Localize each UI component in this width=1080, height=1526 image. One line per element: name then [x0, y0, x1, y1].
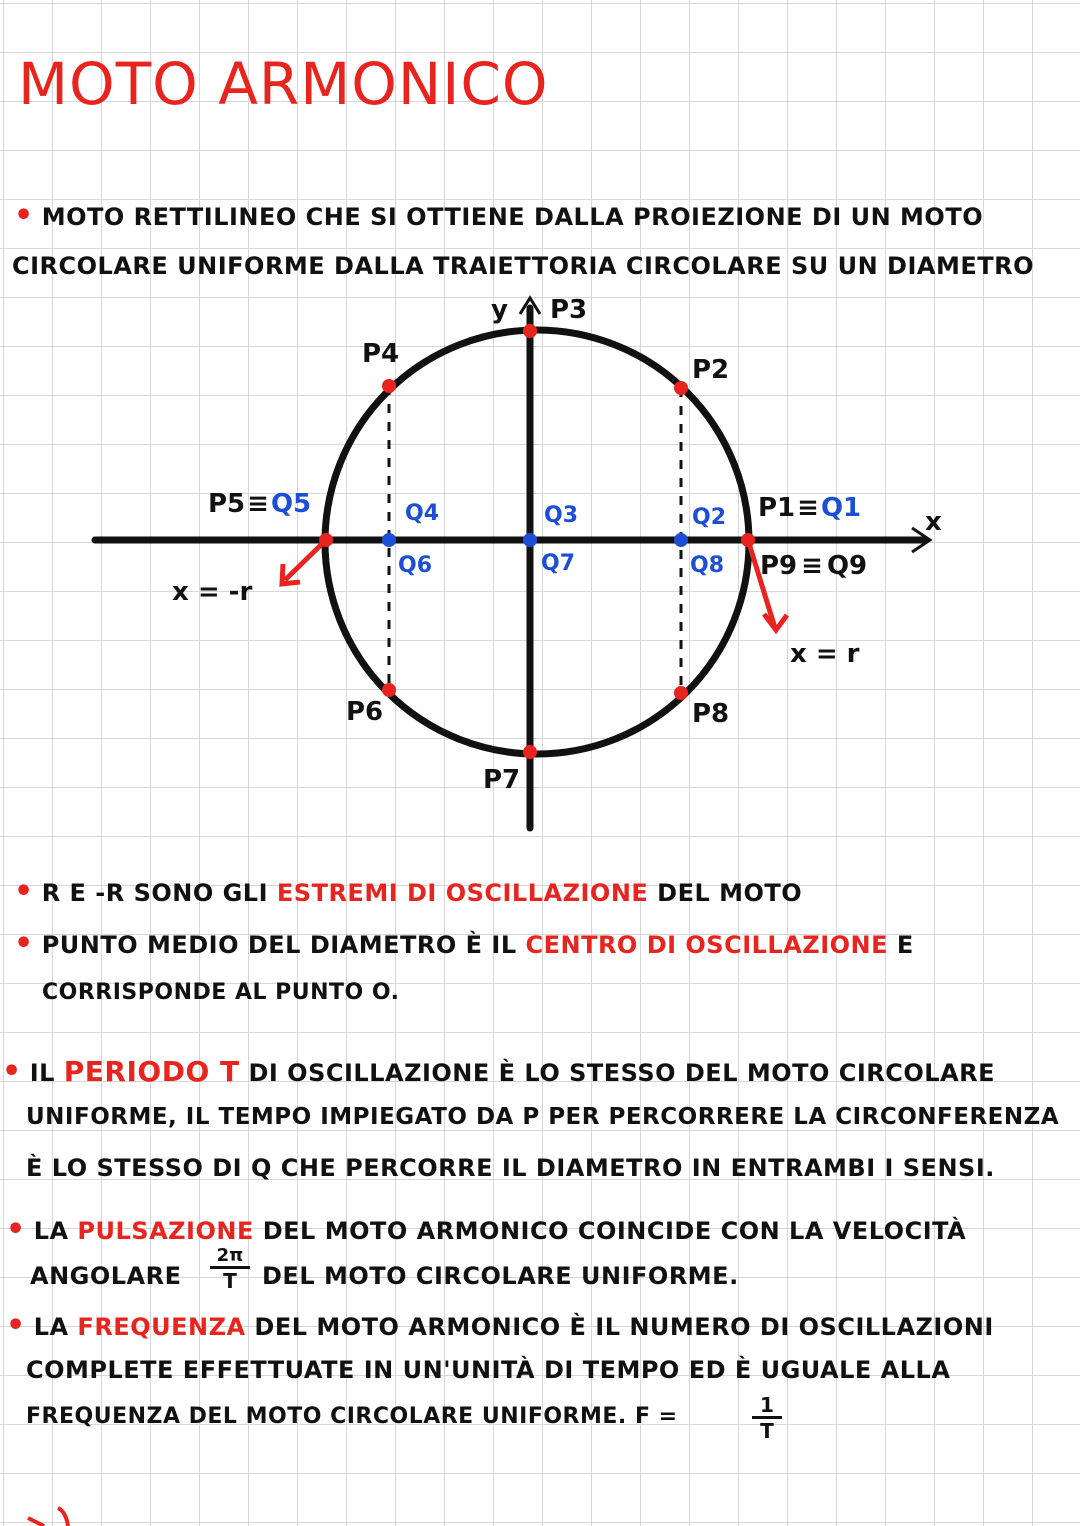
- point-q2: [674, 533, 688, 547]
- note-text: DI OSCILLAZIONE È LO STESSO DEL MOTO CIRCOLARE: [248, 1059, 996, 1087]
- label-p7: P7: [483, 765, 521, 795]
- label-p4: P4: [362, 339, 400, 369]
- label-p5-q5: P5≡Q5: [208, 489, 312, 519]
- note-center-cont: CORRISPONDE AL PUNTO O.: [42, 980, 400, 1005]
- axis-y-label: y: [491, 295, 508, 325]
- label-q3: Q3: [544, 503, 579, 528]
- bullet-icon: •: [6, 1308, 26, 1343]
- note-period: [2, 1054, 995, 1089]
- frequency-formula-lhs: F =: [634, 1404, 678, 1429]
- page-title: MOTO ARMONICO: [18, 50, 549, 118]
- point-q4: [382, 533, 396, 547]
- fraction-denominator: T: [760, 1419, 774, 1443]
- note-text: DEL MOTO ARMONICO COINCIDE CON LA VELOCITÀ: [262, 1217, 967, 1245]
- fraction-2pi-over-t: [210, 1246, 250, 1293]
- note-frequency-cont-2: [26, 1404, 678, 1429]
- fraction-denominator: T: [223, 1269, 237, 1293]
- label-x-minus-r: x = -r: [172, 577, 253, 607]
- fraction-numerator: 2π: [210, 1246, 250, 1269]
- bullet-icon: •: [14, 926, 34, 961]
- axis-x-label: x: [925, 507, 942, 537]
- note-period-cont-2: È LO STESSO DI Q CHE PERCORRE IL DIAMETRO IN ENTRAMBI I SENSI.: [26, 1154, 995, 1182]
- fraction-1-over-t: [752, 1394, 782, 1443]
- bullet-icon: •: [6, 1212, 26, 1247]
- bullet-icon: •: [14, 198, 34, 233]
- point-p8: [674, 686, 688, 700]
- note-text: R E -R SONO GLI: [41, 879, 269, 907]
- note-highlight: PERIODO T: [63, 1055, 240, 1088]
- label-p9-q9: P9 ≡ Q9: [760, 551, 868, 581]
- label-p3: P3: [550, 295, 588, 325]
- bullet-icon: •: [14, 874, 34, 909]
- point-p2: [674, 381, 688, 395]
- note-text: DEL MOTO ARMONICO È IL NUMERO DI OSCILLAZIONI: [254, 1313, 994, 1341]
- note-frequency-cont-1: COMPLETE EFFETTUATE IN UN'UNITÀ DI TEMPO ED È UGUALE ALLA: [26, 1356, 951, 1384]
- note-text: LA: [33, 1217, 69, 1245]
- label-p2: P2: [692, 355, 730, 385]
- note-highlight: FREQUENZA: [77, 1313, 246, 1341]
- label-q8: Q8: [690, 553, 725, 578]
- label-q7: Q7: [541, 551, 576, 576]
- note-pulsation-cont-b: DEL MOTO CIRCOLARE UNIFORME.: [262, 1262, 739, 1290]
- note-highlight: ESTREMI DI OSCILLAZIONE: [276, 879, 649, 907]
- note-pulsation: [6, 1212, 966, 1247]
- note-center: [14, 926, 914, 961]
- note-text: PUNTO MEDIO DEL DIAMETRO È IL: [41, 931, 517, 959]
- intro-line-2: CIRCOLARE UNIFORME DALLA TRAIETTORIA CIRCOLARE SU UN DIAMETRO: [12, 252, 1034, 280]
- label-q4: Q4: [405, 501, 440, 526]
- point-q3: [523, 533, 537, 547]
- label-p1-q1: P1≡Q1: [758, 493, 862, 523]
- point-p1: [741, 533, 755, 547]
- intro-text-1: MOTO RETTILINEO CHE SI OTTIENE DALLA PROIEZIONE DI UN MOTO: [41, 203, 984, 231]
- note-highlight: PULSAZIONE: [77, 1217, 254, 1245]
- note-frequency: [6, 1308, 994, 1343]
- note-text: FREQUENZA DEL MOTO CIRCOLARE UNIFORME.: [26, 1404, 627, 1429]
- note-extremes: [14, 874, 802, 909]
- velocity-arrow-left: [285, 540, 326, 580]
- label-q2: Q2: [692, 505, 727, 530]
- fraction-numerator: 1: [752, 1394, 782, 1419]
- bullet-icon: •: [2, 1054, 22, 1089]
- note-text: IL: [29, 1059, 55, 1087]
- note-text: E: [896, 931, 914, 959]
- note-period-cont-1: UNIFORME, IL TEMPO IMPIEGATO DA P PER PERCORRERE LA CIRCONFERENZA: [26, 1104, 1060, 1130]
- label-q6: Q6: [398, 553, 433, 578]
- label-x-plus-r: x = r: [790, 639, 860, 669]
- note-pulsation-cont-a: ANGOLARE: [30, 1262, 182, 1290]
- point-p3: [523, 324, 537, 338]
- note-text: DEL MOTO: [657, 879, 803, 907]
- label-p8: P8: [692, 699, 730, 729]
- note-highlight: CENTRO DI OSCILLAZIONE: [525, 931, 888, 959]
- point-p7: [523, 745, 537, 759]
- point-p6: [382, 683, 396, 697]
- point-p4: [382, 379, 396, 393]
- label-p6: P6: [346, 697, 384, 727]
- point-p5: [319, 533, 333, 547]
- note-text: LA: [33, 1313, 69, 1341]
